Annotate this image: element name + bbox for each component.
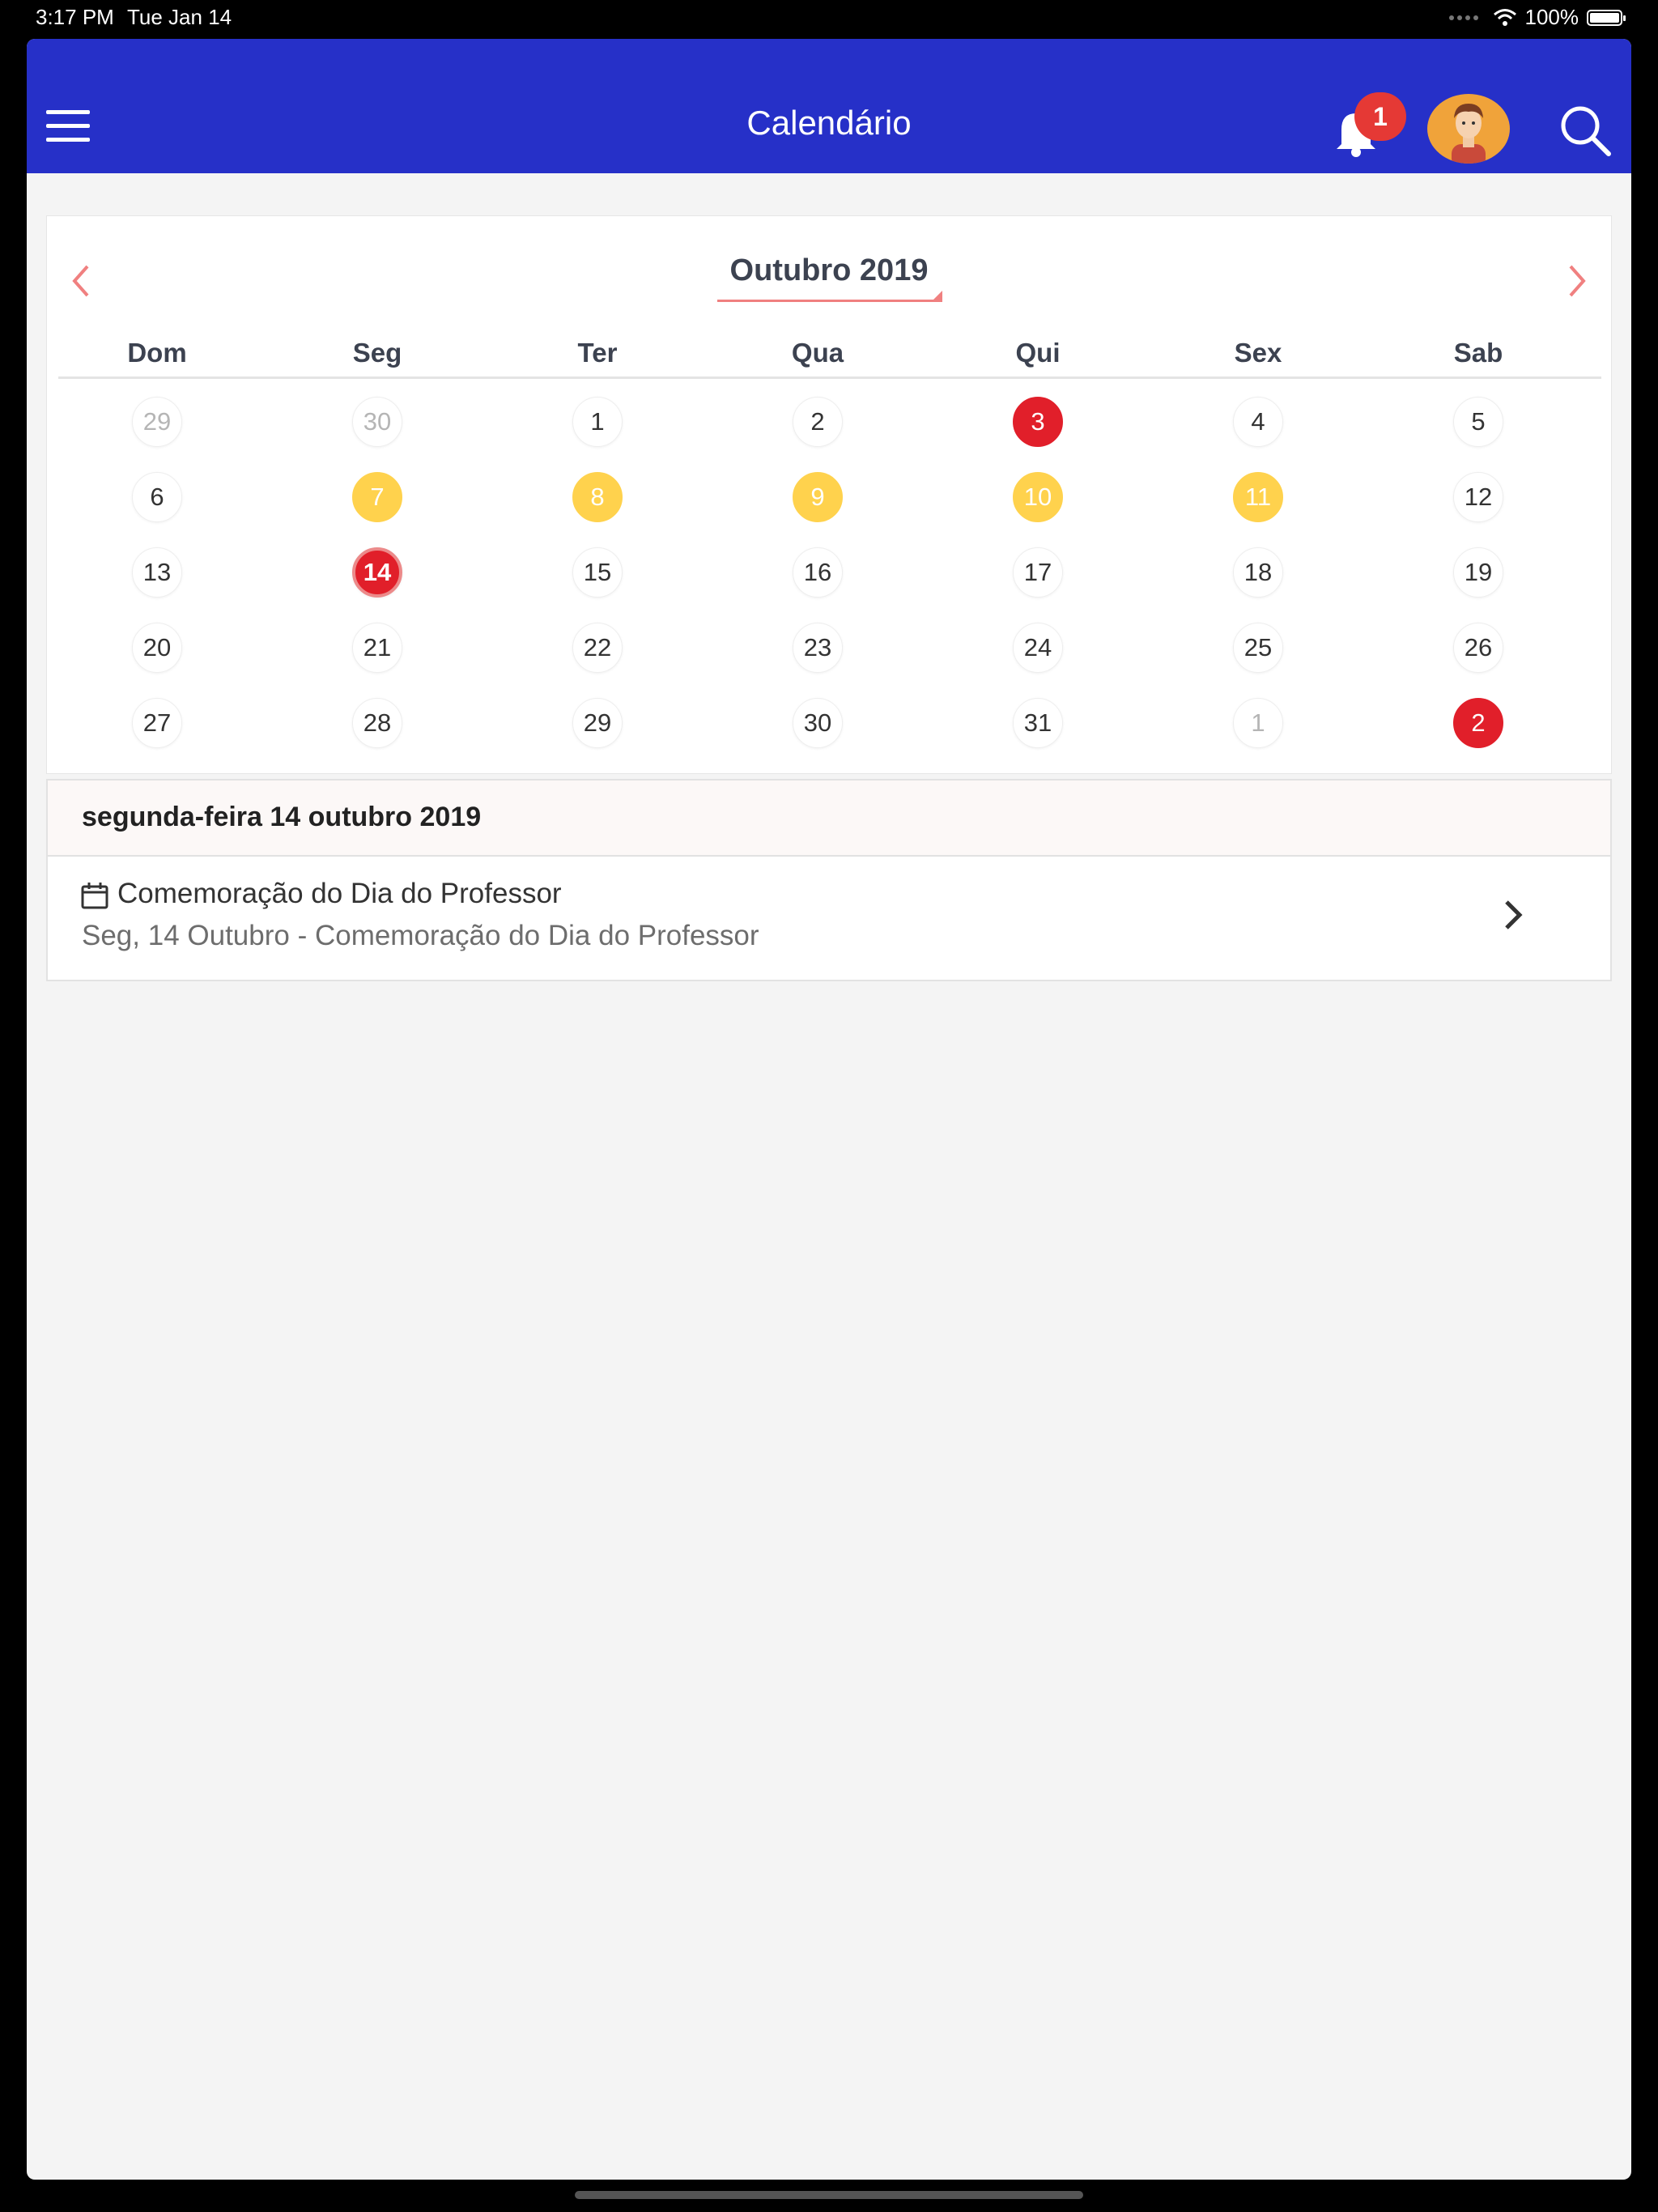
status-date: Tue Jan 14: [127, 5, 232, 29]
calendar-day-cell[interactable]: 30: [793, 698, 843, 748]
weekday-label: Sex: [1234, 338, 1282, 368]
calendar-day-cell[interactable]: 30: [352, 397, 402, 447]
month-dropdown-indicator-icon: [931, 291, 942, 302]
selected-day-label: segunda-feira 14 outubro 2019: [82, 802, 482, 832]
user-avatar-icon: [1427, 94, 1510, 164]
battery-icon: [1587, 10, 1622, 26]
event-subtitle: Seg, 14 Outubro - Comemoração do Dia do Professor: [82, 920, 759, 951]
calendar-day-cell[interactable]: 7: [352, 472, 402, 522]
month-title[interactable]: Outubro 2019: [729, 253, 929, 287]
weekday-label: Sab: [1453, 338, 1503, 368]
calendar-day-cell[interactable]: 29: [132, 397, 182, 447]
calendar-day-cell[interactable]: 18: [1233, 547, 1283, 598]
calendar-day-cell[interactable]: 29: [572, 698, 623, 748]
weekday-label: Seg: [352, 338, 402, 368]
wifi-icon: [1493, 8, 1517, 28]
calendar-day-cell[interactable]: 9: [793, 472, 843, 522]
status-time: 3:17 PM: [36, 5, 114, 29]
event-list-item[interactable]: [46, 855, 1612, 981]
home-indicator[interactable]: [575, 2191, 1083, 2199]
calendar-day-cell[interactable]: 20: [132, 623, 182, 673]
calendar-day-cell[interactable]: 1: [572, 397, 623, 447]
calendar-day-cell[interactable]: 5: [1453, 397, 1503, 447]
month-underline: [717, 300, 942, 302]
app-window: [27, 39, 1631, 2180]
calendar-day-cell[interactable]: 31: [1013, 698, 1063, 748]
search-icon[interactable]: [1557, 102, 1613, 159]
status-bar: [0, 0, 1658, 39]
calendar-day-cell[interactable]: 23: [793, 623, 843, 673]
calendar-day-cell[interactable]: 15: [572, 547, 623, 598]
calendar-day-cell[interactable]: 19: [1453, 547, 1503, 598]
next-month-chevron-right-icon[interactable]: [1561, 257, 1593, 305]
calendar-day-cell[interactable]: 17: [1013, 547, 1063, 598]
top-app-bar: [27, 39, 1631, 173]
calendar-card: [46, 215, 1612, 774]
weekday-label: Dom: [127, 338, 187, 368]
calendar-day-cell[interactable]: 4: [1233, 397, 1283, 447]
calendar-day-cell[interactable]: 26: [1453, 623, 1503, 673]
signal-dots-icon: [1449, 15, 1478, 20]
weekday-label: Qua: [791, 338, 844, 368]
avatar[interactable]: [1427, 94, 1510, 164]
weekday-header-row: [58, 338, 1601, 379]
calendar-day-cell[interactable]: 10: [1013, 472, 1063, 522]
calendar-day-cell[interactable]: 22: [572, 623, 623, 673]
calendar-day-cell[interactable]: 6: [132, 472, 182, 522]
calendar-day-cell[interactable]: 28: [352, 698, 402, 748]
selected-day-header: [46, 779, 1612, 857]
page-title: Calendário: [746, 104, 912, 142]
calendar-day-cell[interactable]: 14: [352, 547, 402, 598]
calendar-day-cell[interactable]: 13: [132, 547, 182, 598]
calendar-day-cell[interactable]: 25: [1233, 623, 1283, 673]
event-title: Comemoração do Dia do Professor: [117, 878, 562, 909]
calendar-day-cell[interactable]: 11: [1233, 472, 1283, 522]
status-indicators: [1449, 5, 1623, 30]
calendar-day-cell[interactable]: 3: [1013, 397, 1063, 447]
calendar-day-cell[interactable]: 12: [1453, 472, 1503, 522]
calendar-day-cell[interactable]: 1: [1233, 698, 1283, 748]
chevron-right-icon[interactable]: [1497, 891, 1529, 939]
calendar-day-cell[interactable]: 2: [1453, 698, 1503, 748]
calendar-day-cell[interactable]: 16: [793, 547, 843, 598]
calendar-day-cell[interactable]: 8: [572, 472, 623, 522]
weekday-label: Ter: [577, 338, 618, 368]
calendar-day-cell[interactable]: 24: [1013, 623, 1063, 673]
calendar-icon: [80, 881, 109, 910]
calendar-day-cell[interactable]: 27: [132, 698, 182, 748]
weekday-label: Qui: [1015, 338, 1061, 368]
calendar-day-cell[interactable]: 21: [352, 623, 402, 673]
battery-percent: 100%: [1524, 5, 1579, 29]
notification-badge[interactable]: 1: [1354, 92, 1406, 141]
calendar-day-cell[interactable]: 2: [793, 397, 843, 447]
